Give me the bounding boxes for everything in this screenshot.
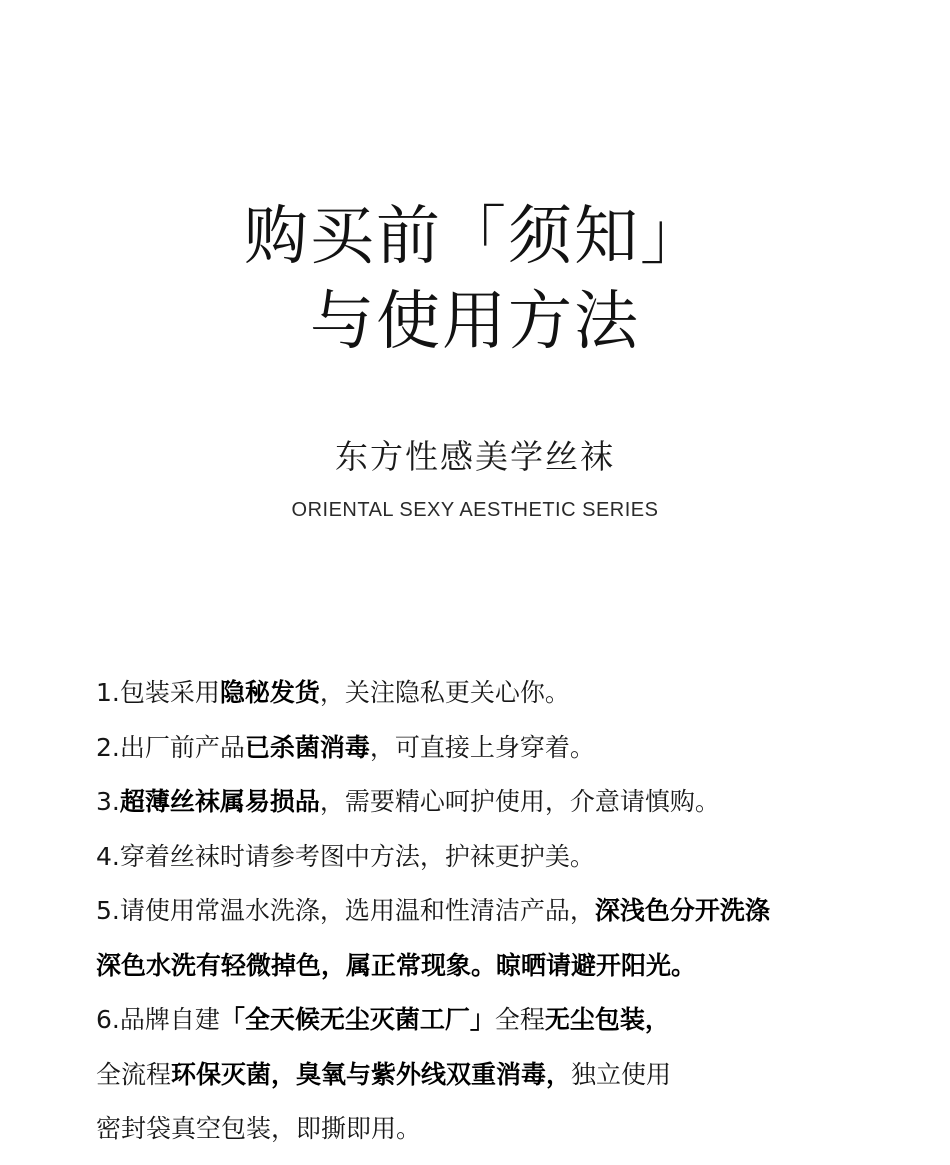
page-title-line-2: 与使用方法: [310, 285, 640, 359]
note-segment: 4.穿着丝袜时请参考图中方法，护袜更护美。: [96, 841, 595, 871]
note-segment-bold: 深色水洗有轻微掉色，属正常现象。晾晒请避开阳光。: [96, 950, 697, 980]
note-segment: ，关注隐私更关心你。: [319, 678, 570, 707]
note-segment: 2.出厂前产品: [96, 732, 245, 762]
note-line-1: [96, 674, 916, 729]
note-segment: 独立使用: [571, 1059, 672, 1089]
note-line-6: [96, 947, 916, 1002]
note-segment-bold: 「全天候无尘灭菌工厂」: [219, 1005, 495, 1034]
note-segment: 全程: [494, 1005, 545, 1034]
note-segment: ，可直接上身穿着。: [369, 732, 595, 762]
note-segment-bold: 已杀菌消毒: [244, 732, 370, 762]
note-line-8: [96, 1056, 916, 1111]
note-line-2: [96, 729, 916, 784]
note-line-3: [96, 783, 916, 838]
note-segment: 密封袋真空包装，即撕即用。: [96, 1114, 422, 1143]
note-segment-bold: 深浅色分开洗涤: [594, 896, 770, 925]
note-segment-bold: 无尘包装，: [544, 1005, 670, 1034]
note-segment-bold: 环保灭菌，臭氧与紫外线双重消毒，: [171, 1059, 572, 1089]
note-segment: 全流程: [96, 1059, 172, 1089]
note-segment-bold: 超薄丝袜属易损品: [119, 787, 320, 816]
notes-list: [96, 674, 916, 1165]
note-line-5: [96, 892, 916, 947]
note-segment: ，需要精心呵护使用，介意请慎购。: [319, 787, 720, 816]
note-line-4: [96, 838, 916, 893]
note-segment: 5.请使用常温水洗涤，选用温和性清洁产品，: [96, 896, 595, 925]
note-line-7: [96, 1001, 916, 1056]
note-segment-bold: 隐秘发货: [219, 678, 320, 707]
note-segment: 1.包装采用: [96, 678, 220, 707]
note-segment: 3.: [96, 787, 120, 816]
page-title-line-1: 购买前「须知」: [244, 200, 706, 274]
note-line-9: [96, 1110, 916, 1165]
note-segment: 6.品牌自建: [96, 1005, 220, 1034]
subtitle-chinese: 东方性感美学丝袜: [335, 437, 615, 476]
subtitle-english: ORIENTAL SEXY AESTHETIC SERIES: [291, 499, 659, 521]
